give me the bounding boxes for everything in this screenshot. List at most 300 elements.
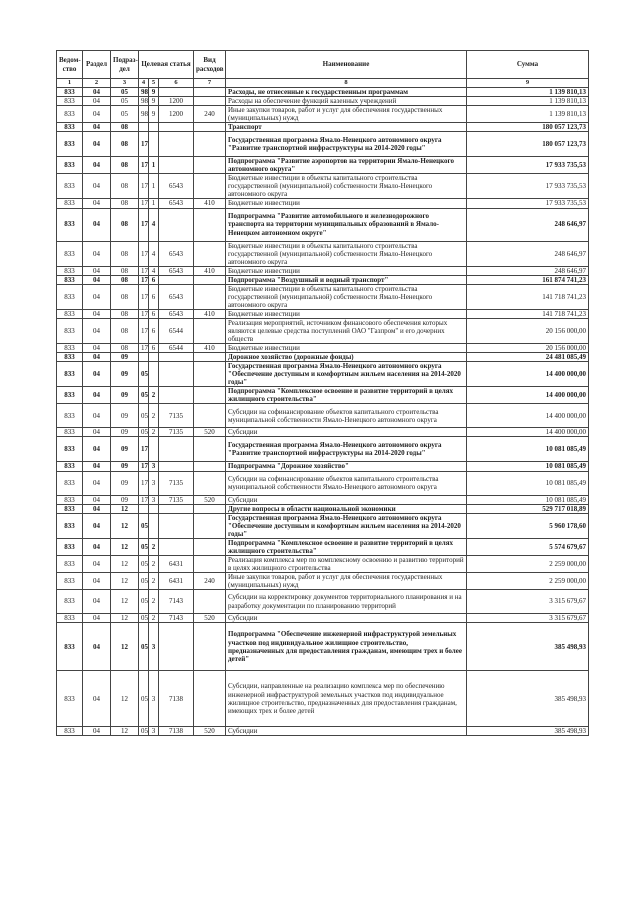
- expense-type-cell: [194, 353, 226, 362]
- subprogram-code-cell: 3: [149, 495, 159, 504]
- program-code-cell: 05: [139, 614, 149, 623]
- program-code-cell: 05: [139, 513, 149, 538]
- amount-cell: 180 057 123,73: [467, 123, 589, 132]
- expense-type-cell: 410: [194, 309, 226, 318]
- section-code-cell: 04: [83, 241, 111, 266]
- item-name-cell: Государственная программа Ямало-Ненецкого автономного округа "Развитие транспортной инфраструктуры на 2014-2020 годы": [226, 132, 467, 157]
- expense-type-cell: [194, 555, 226, 572]
- article-code-cell: 7143: [159, 614, 194, 623]
- subprogram-code-cell: 2: [149, 590, 159, 614]
- item-name-cell: Субсидии: [226, 614, 467, 623]
- column-number: 5: [149, 79, 159, 88]
- program-code-cell: 17: [139, 309, 149, 318]
- expense-type-cell: [194, 404, 226, 428]
- amount-cell: 1 139 810,13: [467, 106, 589, 123]
- article-code-cell: [159, 362, 194, 387]
- program-code-cell: 05: [139, 572, 149, 589]
- department-code-cell: 833: [57, 318, 83, 343]
- subsection-code-cell: 08: [111, 199, 139, 208]
- column-number: 8: [226, 79, 467, 88]
- table-row: [57, 671, 589, 727]
- section-code-cell: 04: [83, 344, 111, 353]
- expense-type-cell: [194, 123, 226, 132]
- subprogram-code-cell: 6: [149, 344, 159, 353]
- column-number: 2: [83, 79, 111, 88]
- item-name-cell: Расходы на обеспечение функций казенных учреждений: [226, 97, 467, 106]
- subprogram-code-cell: [149, 132, 159, 157]
- section-code-cell: 04: [83, 471, 111, 495]
- subprogram-code-cell: [149, 437, 159, 462]
- program-code-cell: 17: [139, 157, 149, 174]
- subprogram-code-cell: 3: [149, 471, 159, 495]
- amount-cell: 248 646,97: [467, 241, 589, 266]
- table-row: [57, 309, 589, 318]
- item-name-cell: Бюджетные инвестиции в объекты капитального строительства государственной (муниципальной) собственности Ямало-Ненецкого автономного округа: [226, 284, 467, 309]
- article-code-cell: 6543: [159, 199, 194, 208]
- program-code-cell: 05: [139, 404, 149, 428]
- table-row: [57, 428, 589, 437]
- article-code-cell: 7135: [159, 495, 194, 504]
- program-code-cell: 05: [139, 727, 149, 736]
- subprogram-code-cell: 4: [149, 208, 159, 241]
- subsection-code-cell: 08: [111, 132, 139, 157]
- subsection-code-cell: 05: [111, 106, 139, 123]
- program-code-cell: 17: [139, 266, 149, 275]
- header-sum: Сумма: [467, 51, 589, 79]
- program-code-cell: 17: [139, 437, 149, 462]
- department-code-cell: 833: [57, 284, 83, 309]
- section-code-cell: 04: [83, 404, 111, 428]
- table-row: [57, 727, 589, 736]
- department-code-cell: 833: [57, 132, 83, 157]
- section-code-cell: 04: [83, 513, 111, 538]
- department-code-cell: 833: [57, 437, 83, 462]
- article-code-cell: 6543: [159, 266, 194, 275]
- amount-cell: 1 139 810,13: [467, 88, 589, 97]
- section-code-cell: 04: [83, 362, 111, 387]
- department-code-cell: 833: [57, 495, 83, 504]
- item-name-cell: Субсидии: [226, 495, 467, 504]
- table-row: [57, 471, 589, 495]
- expense-type-cell: [194, 504, 226, 513]
- item-name-cell: Расходы, не отнесенные к государственным программам: [226, 88, 467, 97]
- amount-cell: 10 081 085,49: [467, 437, 589, 462]
- section-code-cell: 04: [83, 199, 111, 208]
- item-name-cell: Субсидии на софинансирование объектов капитального строительства муниципальной собственности Ямало-Ненецкого автономного округа: [226, 404, 467, 428]
- item-name-cell: Подпрограмма "Развитие аэропортов на территории Ямало-Ненецкого автономного округа": [226, 157, 467, 174]
- table-row: [57, 614, 589, 623]
- subprogram-code-cell: 3: [149, 727, 159, 736]
- header-row: [57, 51, 589, 79]
- item-name-cell: Подпрограмма "Развитие автомобильного и железнодорожного транспорта на территории муниципальных образований в Ямало-Ненецком автономном округе": [226, 208, 467, 241]
- department-code-cell: 833: [57, 387, 83, 404]
- article-code-cell: [159, 88, 194, 97]
- amount-cell: 17 933 735,53: [467, 199, 589, 208]
- expense-type-cell: [194, 387, 226, 404]
- section-code-cell: 04: [83, 157, 111, 174]
- subsection-code-cell: 12: [111, 504, 139, 513]
- table-row: [57, 318, 589, 343]
- expense-type-cell: [194, 208, 226, 241]
- section-code-cell: 04: [83, 590, 111, 614]
- section-code-cell: 04: [83, 353, 111, 362]
- department-code-cell: 833: [57, 208, 83, 241]
- section-code-cell: 04: [83, 504, 111, 513]
- table-row: [57, 462, 589, 471]
- section-code-cell: 04: [83, 462, 111, 471]
- program-code-cell: 05: [139, 623, 149, 671]
- program-code-cell: 17: [139, 318, 149, 343]
- subprogram-code-cell: 2: [149, 387, 159, 404]
- subprogram-code-cell: 3: [149, 462, 159, 471]
- subprogram-code-cell: 3: [149, 671, 159, 727]
- subsection-code-cell: 12: [111, 623, 139, 671]
- item-name-cell: Бюджетные инвестиции: [226, 266, 467, 275]
- article-code-cell: [159, 504, 194, 513]
- subsection-code-cell: 08: [111, 266, 139, 275]
- column-number: 9: [467, 79, 589, 88]
- item-name-cell: Бюджетные инвестиции: [226, 309, 467, 318]
- section-code-cell: 04: [83, 437, 111, 462]
- header-subsection: Подраз-дел: [111, 51, 139, 79]
- expense-type-cell: 520: [194, 614, 226, 623]
- amount-cell: 14 400 000,00: [467, 387, 589, 404]
- subprogram-code-cell: 4: [149, 241, 159, 266]
- subprogram-code-cell: [149, 353, 159, 362]
- item-name-cell: Иные закупки товаров, работ и услуг для обеспечения государственных (муниципальных) нужд: [226, 106, 467, 123]
- header-section: Раздел: [83, 51, 111, 79]
- expense-type-cell: [194, 362, 226, 387]
- department-code-cell: 833: [57, 471, 83, 495]
- table-row: [57, 437, 589, 462]
- program-code-cell: 17: [139, 174, 149, 199]
- expense-type-cell: [194, 590, 226, 614]
- column-number-row: [57, 79, 589, 88]
- amount-cell: 161 874 741,23: [467, 275, 589, 284]
- program-code-cell: 05: [139, 428, 149, 437]
- item-name-cell: Другие вопросы в области национальной экономики: [226, 504, 467, 513]
- department-code-cell: 833: [57, 362, 83, 387]
- amount-cell: 2 259 000,00: [467, 572, 589, 589]
- expense-type-cell: 520: [194, 428, 226, 437]
- section-code-cell: 04: [83, 555, 111, 572]
- table-row: [57, 123, 589, 132]
- expense-type-cell: [194, 174, 226, 199]
- item-name-cell: Подпрограмма "Воздушный и водный транспорт": [226, 275, 467, 284]
- item-name-cell: Субсидии на софинансирование объектов капитального строительства муниципальной собственности Ямало-Ненецкого автономного округа: [226, 471, 467, 495]
- item-name-cell: Субсидии, направленные на реализацию комплекса мер по обеспечению инженерной инфраструктурой земельных участков под индивидуальное жилищное строительство, предназначенных для предоставления гражданам, имеющих трех и более детей: [226, 671, 467, 727]
- table-row: [57, 504, 589, 513]
- subsection-code-cell: 12: [111, 590, 139, 614]
- subprogram-code-cell: 6: [149, 318, 159, 343]
- item-name-cell: Подпрограмма "Дорожное хозяйство": [226, 462, 467, 471]
- expense-type-cell: [194, 88, 226, 97]
- expense-type-cell: 240: [194, 572, 226, 589]
- amount-cell: 20 156 000,00: [467, 318, 589, 343]
- amount-cell: 3 315 679,67: [467, 614, 589, 623]
- subprogram-code-cell: 3: [149, 623, 159, 671]
- article-code-cell: 6543: [159, 174, 194, 199]
- expense-type-cell: 410: [194, 199, 226, 208]
- section-code-cell: 04: [83, 132, 111, 157]
- department-code-cell: 833: [57, 555, 83, 572]
- amount-cell: 10 081 085,49: [467, 462, 589, 471]
- table-body: [57, 88, 589, 736]
- amount-cell: 10 081 085,49: [467, 495, 589, 504]
- section-code-cell: 04: [83, 428, 111, 437]
- expense-type-cell: [194, 471, 226, 495]
- article-code-cell: 7135: [159, 471, 194, 495]
- program-code-cell: 17: [139, 471, 149, 495]
- table-row: [57, 208, 589, 241]
- item-name-cell: Подпрограмма "Комплексное освоение и развитие территорий в целях жилищного строительства": [226, 387, 467, 404]
- subsection-code-cell: 09: [111, 404, 139, 428]
- table-row: [57, 284, 589, 309]
- item-name-cell: Бюджетные инвестиции: [226, 199, 467, 208]
- section-code-cell: 04: [83, 309, 111, 318]
- subsection-code-cell: 12: [111, 572, 139, 589]
- section-code-cell: 04: [83, 614, 111, 623]
- amount-cell: 141 718 741,23: [467, 309, 589, 318]
- amount-cell: 5 960 178,60: [467, 513, 589, 538]
- header-target-article: Целевая статья: [139, 51, 194, 79]
- expense-type-cell: [194, 241, 226, 266]
- expense-type-cell: [194, 284, 226, 309]
- article-code-cell: [159, 462, 194, 471]
- item-name-cell: Бюджетные инвестиции: [226, 344, 467, 353]
- amount-cell: 529 717 018,89: [467, 504, 589, 513]
- subsection-code-cell: 09: [111, 495, 139, 504]
- subsection-code-cell: 08: [111, 284, 139, 309]
- amount-cell: 2 259 000,00: [467, 555, 589, 572]
- department-code-cell: 833: [57, 106, 83, 123]
- item-name-cell: Подпрограмма "Обеспечение инженерной инфраструктурой земельных участков под индивидуальное жилищное строительство, предназначенных для предоставления гражданам, имеющим трех и более детей": [226, 623, 467, 671]
- table-row: [57, 266, 589, 275]
- table-row: [57, 590, 589, 614]
- item-name-cell: Бюджетные инвестиции в объекты капитального строительства государственной (муниципальной) собственности Ямало-Ненецкого автономного округа: [226, 241, 467, 266]
- department-code-cell: 833: [57, 123, 83, 132]
- section-code-cell: 04: [83, 572, 111, 589]
- expense-type-cell: 410: [194, 344, 226, 353]
- program-code-cell: 17: [139, 495, 149, 504]
- article-code-cell: [159, 353, 194, 362]
- article-code-cell: 6544: [159, 344, 194, 353]
- subprogram-code-cell: [149, 513, 159, 538]
- subprogram-code-cell: 2: [149, 428, 159, 437]
- table-row: [57, 353, 589, 362]
- budget-table: [56, 50, 589, 736]
- program-code-cell: 05: [139, 590, 149, 614]
- subsection-code-cell: 09: [111, 437, 139, 462]
- subprogram-code-cell: 2: [149, 404, 159, 428]
- article-code-cell: 6543: [159, 284, 194, 309]
- section-code-cell: 04: [83, 88, 111, 97]
- department-code-cell: 833: [57, 590, 83, 614]
- article-code-cell: 6544: [159, 318, 194, 343]
- item-name-cell: Государственная программа Ямало-Ненецкого автономного округа "Обеспечение доступным и комфортным жильем населения на 2014-2020 годы": [226, 513, 467, 538]
- article-code-cell: 7135: [159, 404, 194, 428]
- program-code-cell: 17: [139, 199, 149, 208]
- subsection-code-cell: 08: [111, 208, 139, 241]
- department-code-cell: 833: [57, 727, 83, 736]
- item-name-cell: Государственная программа Ямало-Ненецкого автономного округа "Развитие транспортной инфраструктуры на 2014-2020 годы": [226, 437, 467, 462]
- program-code-cell: 17: [139, 241, 149, 266]
- department-code-cell: 833: [57, 572, 83, 589]
- subprogram-code-cell: [149, 123, 159, 132]
- section-code-cell: 04: [83, 174, 111, 199]
- amount-cell: 14 400 000,00: [467, 404, 589, 428]
- article-code-cell: [159, 623, 194, 671]
- department-code-cell: 833: [57, 623, 83, 671]
- subprogram-code-cell: 6: [149, 275, 159, 284]
- article-code-cell: 6543: [159, 309, 194, 318]
- expense-type-cell: [194, 538, 226, 555]
- program-code-cell: [139, 504, 149, 513]
- amount-cell: 14 400 000,00: [467, 428, 589, 437]
- program-code-cell: 05: [139, 387, 149, 404]
- subsection-code-cell: 05: [111, 97, 139, 106]
- subsection-code-cell: 09: [111, 471, 139, 495]
- item-name-cell: Подпрограмма "Комплексное освоение и развитие территорий в целях жилищного строительства": [226, 538, 467, 555]
- section-code-cell: 04: [83, 123, 111, 132]
- section-code-cell: 04: [83, 727, 111, 736]
- section-code-cell: 04: [83, 387, 111, 404]
- department-code-cell: 833: [57, 428, 83, 437]
- department-code-cell: 833: [57, 241, 83, 266]
- department-code-cell: 833: [57, 614, 83, 623]
- program-code-cell: [139, 353, 149, 362]
- item-name-cell: Государственная программа Ямало-Ненецкого автономного округа "Обеспечение доступным и комфортным жильем населения на 2014-2020 годы": [226, 362, 467, 387]
- article-code-cell: [159, 538, 194, 555]
- table-row: [57, 157, 589, 174]
- program-code-cell: 05: [139, 555, 149, 572]
- program-code-cell: 98: [139, 97, 149, 106]
- subsection-code-cell: 08: [111, 174, 139, 199]
- table-row: [57, 106, 589, 123]
- table-header: [57, 51, 589, 88]
- table-row: [57, 174, 589, 199]
- amount-cell: 17 933 735,53: [467, 157, 589, 174]
- item-name-cell: Реализация комплекса мер по комплексному освоению и развитию территорий в целях жилищного строительства: [226, 555, 467, 572]
- expense-type-cell: [194, 275, 226, 284]
- subprogram-code-cell: 2: [149, 555, 159, 572]
- article-code-cell: 1200: [159, 106, 194, 123]
- department-code-cell: 833: [57, 671, 83, 727]
- amount-cell: 14 400 000,00: [467, 362, 589, 387]
- article-code-cell: 7138: [159, 671, 194, 727]
- item-name-cell: Бюджетные инвестиции в объекты капитального строительства государственной (муниципальной) собственности Ямало-Ненецкого автономного округа: [226, 174, 467, 199]
- section-code-cell: 04: [83, 671, 111, 727]
- expense-type-cell: 410: [194, 266, 226, 275]
- expense-type-cell: [194, 318, 226, 343]
- table-row: [57, 275, 589, 284]
- article-code-cell: 6431: [159, 555, 194, 572]
- subprogram-code-cell: 9: [149, 88, 159, 97]
- section-code-cell: 04: [83, 284, 111, 309]
- program-code-cell: 98: [139, 106, 149, 123]
- amount-cell: 180 057 123,73: [467, 132, 589, 157]
- section-code-cell: 04: [83, 275, 111, 284]
- department-code-cell: 833: [57, 309, 83, 318]
- program-code-cell: 17: [139, 208, 149, 241]
- subsection-code-cell: 12: [111, 538, 139, 555]
- table-row: [57, 241, 589, 266]
- subsection-code-cell: 05: [111, 88, 139, 97]
- table-row: [57, 97, 589, 106]
- program-code-cell: [139, 123, 149, 132]
- item-name-cell: Дорожное хозяйство (дорожные фонды): [226, 353, 467, 362]
- article-code-cell: [159, 132, 194, 157]
- subprogram-code-cell: 1: [149, 199, 159, 208]
- amount-cell: 5 574 679,67: [467, 538, 589, 555]
- expense-type-cell: [194, 513, 226, 538]
- subprogram-code-cell: 9: [149, 106, 159, 123]
- article-code-cell: [159, 123, 194, 132]
- item-name-cell: Иные закупки товаров, работ и услуг для обеспечения государственных (муниципальных) нужд: [226, 572, 467, 589]
- article-code-cell: 7138: [159, 727, 194, 736]
- table-row: [57, 132, 589, 157]
- amount-cell: 24 481 085,49: [467, 353, 589, 362]
- department-code-cell: 833: [57, 97, 83, 106]
- subprogram-code-cell: 1: [149, 174, 159, 199]
- program-code-cell: 17: [139, 275, 149, 284]
- expense-type-cell: 240: [194, 106, 226, 123]
- header-expense-type: Вид расходов: [194, 51, 226, 79]
- amount-cell: 3 315 679,67: [467, 590, 589, 614]
- subsection-code-cell: 08: [111, 157, 139, 174]
- subsection-code-cell: 12: [111, 555, 139, 572]
- department-code-cell: 833: [57, 157, 83, 174]
- subprogram-code-cell: [149, 362, 159, 387]
- column-number: 4: [139, 79, 149, 88]
- amount-cell: 10 081 085,49: [467, 471, 589, 495]
- subsection-code-cell: 12: [111, 727, 139, 736]
- section-code-cell: 04: [83, 208, 111, 241]
- article-code-cell: 6543: [159, 241, 194, 266]
- subsection-code-cell: 09: [111, 462, 139, 471]
- amount-cell: 248 646,97: [467, 208, 589, 241]
- expense-type-cell: [194, 157, 226, 174]
- program-code-cell: 17: [139, 132, 149, 157]
- department-code-cell: 833: [57, 353, 83, 362]
- department-code-cell: 833: [57, 88, 83, 97]
- table-row: [57, 362, 589, 387]
- subsection-code-cell: 08: [111, 344, 139, 353]
- subsection-code-cell: 09: [111, 428, 139, 437]
- table-row: [57, 623, 589, 671]
- table-row: [57, 513, 589, 538]
- expense-type-cell: [194, 97, 226, 106]
- table-row: [57, 88, 589, 97]
- subsection-code-cell: 08: [111, 275, 139, 284]
- header-department: Ведом-ство: [57, 51, 83, 79]
- subprogram-code-cell: 4: [149, 266, 159, 275]
- article-code-cell: [159, 157, 194, 174]
- article-code-cell: [159, 513, 194, 538]
- department-code-cell: 833: [57, 266, 83, 275]
- expense-type-cell: [194, 623, 226, 671]
- item-name-cell: Транспорт: [226, 123, 467, 132]
- amount-cell: 1 139 810,13: [467, 97, 589, 106]
- table-row: [57, 404, 589, 428]
- subprogram-code-cell: 6: [149, 309, 159, 318]
- expense-type-cell: [194, 671, 226, 727]
- subsection-code-cell: 08: [111, 123, 139, 132]
- table-row: [57, 495, 589, 504]
- department-code-cell: 833: [57, 513, 83, 538]
- item-name-cell: Субсидии: [226, 428, 467, 437]
- expense-type-cell: [194, 462, 226, 471]
